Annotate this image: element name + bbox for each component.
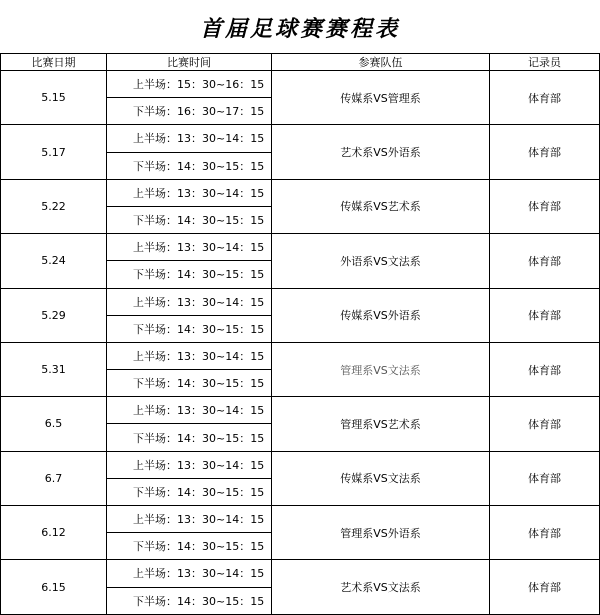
match-date: 5.24 xyxy=(1,234,107,288)
match-teams: 传媒系VS艺术系 xyxy=(272,179,490,233)
match-date: 5.22 xyxy=(1,179,107,233)
match-teams: 管理系VS艺术系 xyxy=(272,397,490,451)
first-half-time: 上半场：15：30~16：15 xyxy=(107,71,272,98)
table-row xyxy=(1,125,600,152)
match-teams: 管理系VS外语系 xyxy=(272,506,490,560)
match-recorder: 体育部 xyxy=(490,451,600,505)
match-teams: 传媒系VS文法系 xyxy=(272,451,490,505)
header-teams: 参赛队伍 xyxy=(272,54,490,71)
table-row xyxy=(1,560,600,587)
match-recorder: 体育部 xyxy=(490,560,600,614)
match-teams: 艺术系VS外语系 xyxy=(272,125,490,179)
second-half-time: 下半场：14：30~15：15 xyxy=(107,370,272,397)
match-teams: 传媒系VS外语系 xyxy=(272,288,490,342)
first-half-time: 上半场：13：30~14：15 xyxy=(107,342,272,369)
first-half-time: 上半场：13：30~14：15 xyxy=(107,397,272,424)
match-date: 6.12 xyxy=(1,506,107,560)
header-row xyxy=(1,54,600,71)
header-recorder: 记录员 xyxy=(490,54,600,71)
second-half-time: 下半场：14：30~15：15 xyxy=(107,478,272,505)
table-row xyxy=(1,71,600,98)
header-date: 比赛日期 xyxy=(1,54,107,71)
match-date: 6.5 xyxy=(1,397,107,451)
match-teams: 传媒系VS管理系 xyxy=(272,71,490,125)
match-date: 6.15 xyxy=(1,560,107,614)
match-date: 5.17 xyxy=(1,125,107,179)
second-half-time: 下半场：14：30~15：15 xyxy=(107,424,272,451)
header-time: 比赛时间 xyxy=(107,54,272,71)
table-row xyxy=(1,288,600,315)
match-recorder: 体育部 xyxy=(490,125,600,179)
table-row xyxy=(1,234,600,261)
first-half-time: 上半场：13：30~14：15 xyxy=(107,560,272,587)
match-recorder: 体育部 xyxy=(490,71,600,125)
table-row xyxy=(1,506,600,533)
second-half-time: 下半场：16：30~17：15 xyxy=(107,98,272,125)
first-half-time: 上半场：13：30~14：15 xyxy=(107,288,272,315)
match-recorder: 体育部 xyxy=(490,179,600,233)
first-half-time: 上半场：13：30~14：15 xyxy=(107,179,272,206)
match-recorder: 体育部 xyxy=(490,342,600,396)
match-date: 5.15 xyxy=(1,71,107,125)
second-half-time: 下半场：14：30~15：15 xyxy=(107,152,272,179)
match-date: 5.29 xyxy=(1,288,107,342)
match-recorder: 体育部 xyxy=(490,288,600,342)
schedule-table xyxy=(0,53,600,615)
table-row xyxy=(1,397,600,424)
match-date: 6.7 xyxy=(1,451,107,505)
match-teams: 艺术系VS文法系 xyxy=(272,560,490,614)
second-half-time: 下半场：14：30~15：15 xyxy=(107,261,272,288)
match-teams: 管理系VS文法系 xyxy=(272,342,490,396)
page-title: 首届足球赛赛程表 xyxy=(199,15,400,42)
first-half-time: 上半场：13：30~14：15 xyxy=(107,234,272,261)
second-half-time: 下半场：14：30~15：15 xyxy=(107,206,272,233)
match-recorder: 体育部 xyxy=(490,397,600,451)
match-recorder: 体育部 xyxy=(490,506,600,560)
second-half-time: 下半场：14：30~15：15 xyxy=(107,587,272,614)
match-date: 5.31 xyxy=(1,342,107,396)
first-half-time: 上半场：13：30~14：15 xyxy=(107,451,272,478)
first-half-time: 上半场：13：30~14：15 xyxy=(107,506,272,533)
match-recorder: 体育部 xyxy=(490,234,600,288)
match-teams: 外语系VS文法系 xyxy=(272,234,490,288)
table-row xyxy=(1,179,600,206)
first-half-time: 上半场：13：30~14：15 xyxy=(107,125,272,152)
table-row xyxy=(1,342,600,369)
second-half-time: 下半场：14：30~15：15 xyxy=(107,533,272,560)
table-row xyxy=(1,451,600,478)
second-half-time: 下半场：14：30~15：15 xyxy=(107,315,272,342)
